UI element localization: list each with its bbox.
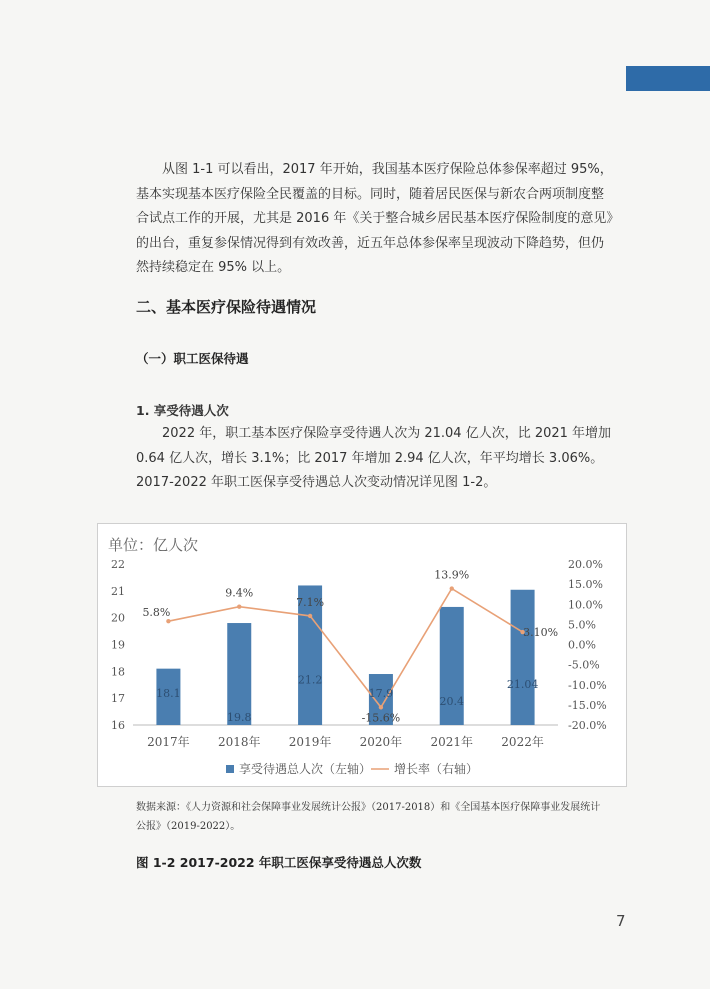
x-tick-label: 2018年 [217, 735, 261, 749]
bar [511, 590, 535, 725]
legend-bar-swatch [226, 765, 234, 773]
growth-rate-point [379, 705, 383, 709]
growth-rate-point [166, 619, 170, 623]
x-tick-label: 2021年 [430, 735, 474, 749]
chart-container [97, 523, 627, 787]
growth-rate-line [168, 586, 522, 708]
y-right-tick-label: 15.0% [568, 578, 603, 592]
y-right-tick-label: 5.0% [568, 618, 596, 632]
bar-value-label: 19.8 [227, 711, 252, 725]
page-number: 7 [616, 912, 626, 930]
item-heading: 1. 享受待遇人次 [136, 403, 229, 418]
y-right-tick-label: -20.0% [568, 719, 607, 732]
subsection-heading: （一）职工医保待遇 [136, 351, 249, 366]
growth-rate-point [308, 614, 312, 618]
bar [227, 623, 251, 725]
bar-value-label: 21.04 [506, 677, 539, 691]
growth-rate-point [450, 586, 454, 590]
x-tick-label: 2019年 [288, 735, 332, 749]
data-source-note: 数据来源：《人力资源和社会保障事业发展统计公报》（2017-2018）和《全国基本医疗保障事业发展统计公报》（2019-2022）。 [136, 802, 601, 832]
x-tick-label: 2020年 [359, 735, 403, 749]
bar-value-label: 21.2 [297, 673, 323, 687]
y-left-tick-label: 19 [111, 638, 125, 652]
y-left-tick-label: 17 [111, 692, 125, 706]
y-right-tick-label: -5.0% [568, 658, 600, 672]
y-right-tick-label: 20.0% [568, 558, 603, 571]
growth-rate-point [237, 604, 241, 608]
bar-value-label: 17.9 [368, 687, 394, 700]
y-left-tick-label: 20 [111, 611, 125, 625]
growth-rate-label: 13.9% [434, 568, 470, 582]
body-paragraph-2: 2022 年，职工基本医疗保险享受待遇人次为 21.04 亿人次，比 2021 年增加 0.64 亿人次，增长 3.1%；比 2017 年增加 2.94 亿人次，年平均增长 3.06%。2017-2022 年职工医保享受待遇总人次变动情况详见图 1-2。 [136, 426, 612, 490]
y-right-tick-label: -15.0% [568, 698, 607, 712]
chart-title: 单位：亿人次 [108, 536, 199, 554]
y-left-tick-label: 18 [111, 665, 125, 679]
growth-rate-label: 9.4% [225, 586, 254, 600]
legend-line-label: 增长率（右轴） [394, 762, 479, 776]
y-left-tick-label: 21 [111, 584, 125, 598]
y-right-tick-label: -10.0% [568, 678, 607, 692]
bar-value-label: 20.4 [439, 694, 464, 708]
bar-value-label: 18.1 [156, 687, 181, 700]
y-right-tick-label: 0.0% [568, 638, 596, 652]
growth-rate-label: 7.1% [296, 595, 325, 609]
combo-chart [98, 524, 626, 786]
section-heading: 二、基本医疗保险待遇情况 [136, 298, 317, 316]
y-left-tick-label: 22 [111, 558, 125, 571]
x-tick-label: 2022年 [501, 735, 544, 749]
growth-rate-label: 3.10% [523, 626, 559, 640]
corner-tab-decoration [626, 66, 710, 91]
legend-bar-label: 享受待遇总人次（左轴） [239, 762, 372, 776]
growth-rate-label: -15.6% [361, 711, 401, 725]
growth-rate-label: 5.8% [142, 606, 171, 620]
y-right-tick-label: 10.0% [568, 598, 603, 612]
x-tick-label: 2017年 [147, 735, 190, 749]
body-paragraph-1: 从图 1-1 可以看出，2017 年开始，我国基本医疗保险总体参保率超过 95%，基本实现基本医疗保险全民覆盖的目标。同时，随着居民医保与新农合两项制度整合试点工作的开展，尤其是 2016 年《关于整合城乡居民基本医疗保险制度的意见》的出台，重复参保情况得到有效改善，近五年总体参保率呈现波动下降趋势，但仍然持续稳定在 95% 以上。 [136, 162, 613, 275]
y-left-tick-label: 16 [111, 719, 125, 732]
figure-caption: 图 1-2 2017-2022 年职工医保享受待遇总人次数 [136, 855, 422, 870]
